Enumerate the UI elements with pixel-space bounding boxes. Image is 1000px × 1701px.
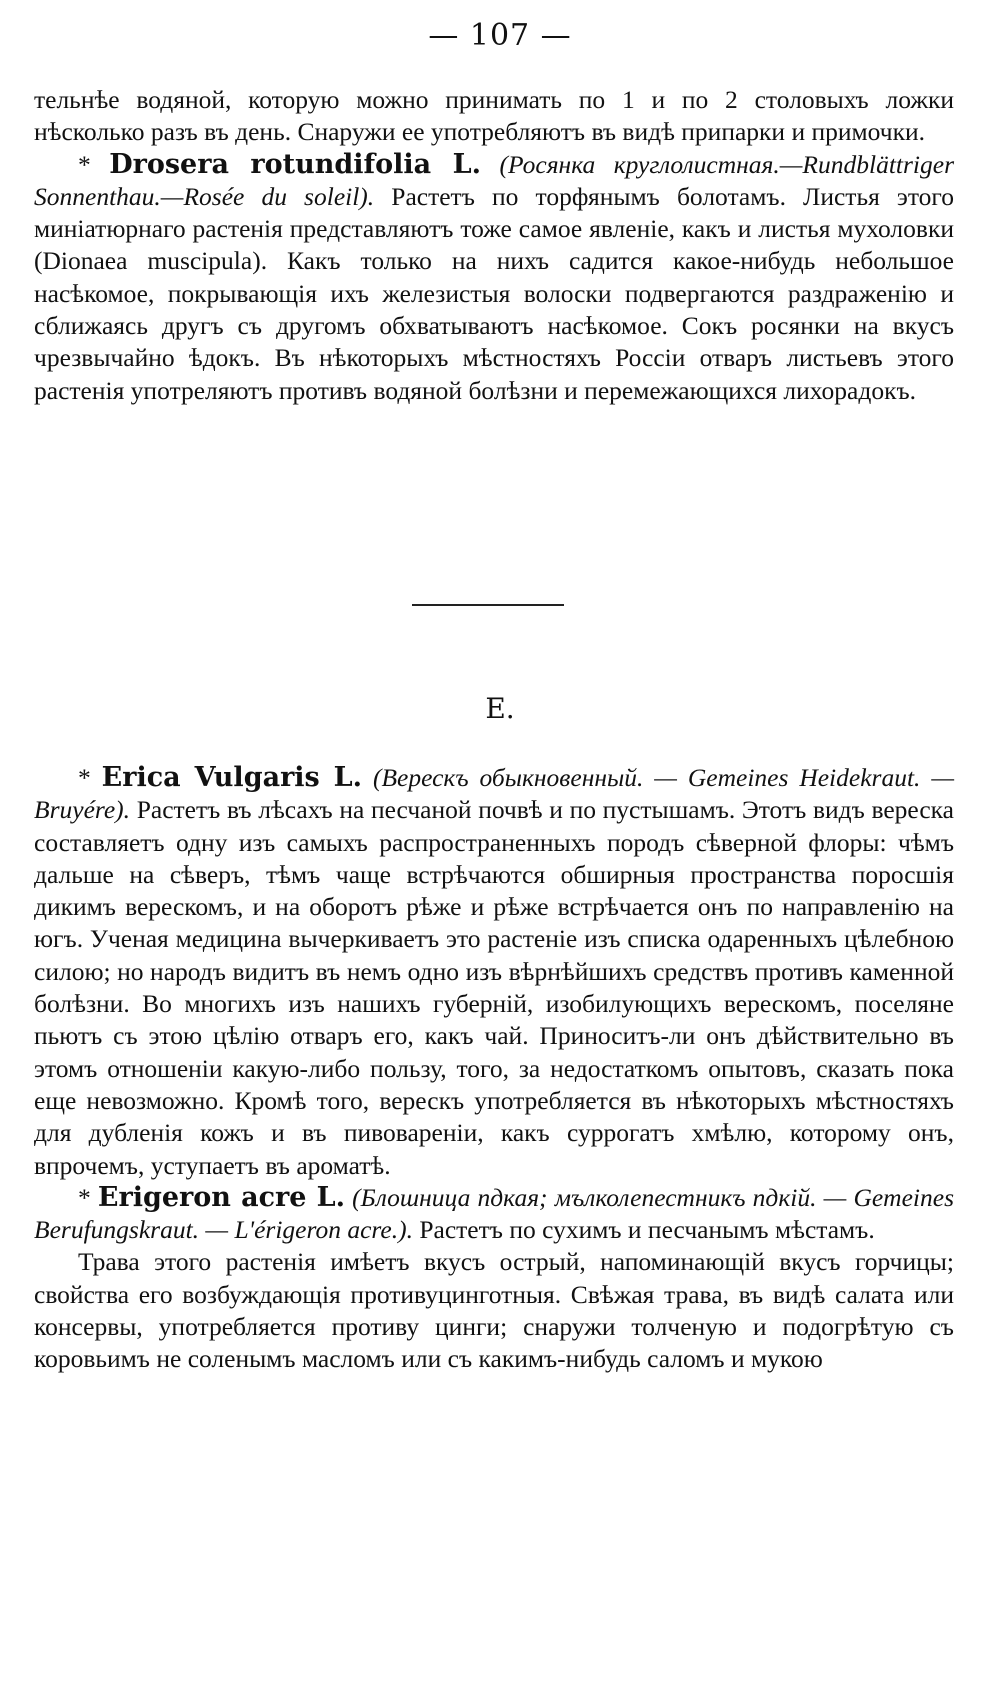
entry-body: Растетъ по сухимъ и песчанымъ мѣстамъ. [419,1215,875,1245]
entry-latin-name: Erica Vulgaris L. [101,762,363,793]
entry-marker: * [78,149,110,179]
entry-synonyms: (Росянка круглолистная.—Rundblättriger Sonnenthau.—Rosée du soleil). [34,149,954,211]
entry-erigeron [34,1182,954,1247]
entry-synonyms: (Верескъ обыкновенный. — Gemeines Heidekraut. — Bruyére). [34,763,954,825]
erigeron-paragraph: Трава этого растенія имѣетъ вкусъ острый, напоминающій вкусъ горчицы; свойства его возбуждающія противуцинготныя. Свѣжая трава, въ видѣ салата или консервы, употребляется противу цинги; снаружи толченую и подогрѣтую съ коровьимъ не соленымъ масломъ или съ какимъ-нибудь саломъ и мукою [34,1247,954,1374]
continuation-paragraph: тельнѣе водяной, которую можно принимать по 1 и по 2 столовыхъ ложки нѣсколько разъ въ день. Снаружи ее употребляютъ въ видѣ припарки и примочки. [34,85,954,147]
entry-synonyms: (Блошница пдкая; мълколепестникъ пдкій. — Gemeines Berufungskraut. — L'érigeron acre.). [34,1182,954,1245]
entry-drosera [34,149,954,407]
section-heading: E. [485,692,515,725]
entry-latin-name: Drosera rotundifolia L. [109,148,482,180]
page-number: — 107 — [428,18,572,53]
entry-erica [34,762,954,1182]
entry-body: Растетъ въ лѣсахъ на песчаной почвѣ и по пустышамъ. Этотъ видъ вереска составляетъ одну изъ самыхъ распространенныхъ породъ сѣверной флоры: чѣмъ дальше на сѣверъ, тѣмъ чаще встрѣчаются обширныя пространства поросшія дикимъ верескомъ, и на оборотъ рѣже и рѣже встрѣчается онъ по направленію на югъ. Ученая медицина вычеркиваетъ это растеніе изъ списка одаренныхъ цѣлебною силою; но народъ видитъ въ немъ одно изъ вѣрнѣйшихъ средствъ противъ каменной болѣзни. Во многихъ изъ нашихъ губерній, изобилующихъ верескомъ, поселяне пьютъ съ этою цѣлію отваръ его, какъ чай. Приноситъ-ли онъ дѣйствительно въ этомъ отношеніи какую-либо пользу, того, за недостаткомъ опытовъ, сказать пока еще невозможно. Кромѣ того, верескъ употребляется въ нѣкоторыхъ мѣстностяхъ для дубленія кожъ и въ пивовареніи, какъ суррогатъ хмѣлю, которому онъ, впрочемъ, уступаетъ въ ароматѣ. [34,795,954,1180]
entry-marker: * [78,1182,98,1212]
upper-text-block [34,84,954,407]
lower-text-block [34,762,954,1376]
entry-body: Растетъ по торфянымъ болотамъ. Листья этого миніатюрнаго растенія представляютъ тоже самое явленіе, какъ и листья мухоловки (Dionaea muscipula). Какъ только на нихъ садится какое-нибудь небольшое насѣкомое, покрывающія ихъ железистыя волоски подвергаются раздраженію и сближаясь другъ съ другомъ обхватываютъ насѣкомое. Сокъ росянки на вкусъ чрезвычайно ѣдокъ. Въ нѣкоторыхъ мѣстностяхъ Россіи отваръ листьевъ этого растенія употреляютъ противъ водяной болѣзни и перемежающихся лихорадокъ. [34,181,954,405]
section-divider [412,604,564,606]
entry-latin-name: Erigeron acre L. [97,1181,345,1213]
entry-marker: * [78,763,102,792]
